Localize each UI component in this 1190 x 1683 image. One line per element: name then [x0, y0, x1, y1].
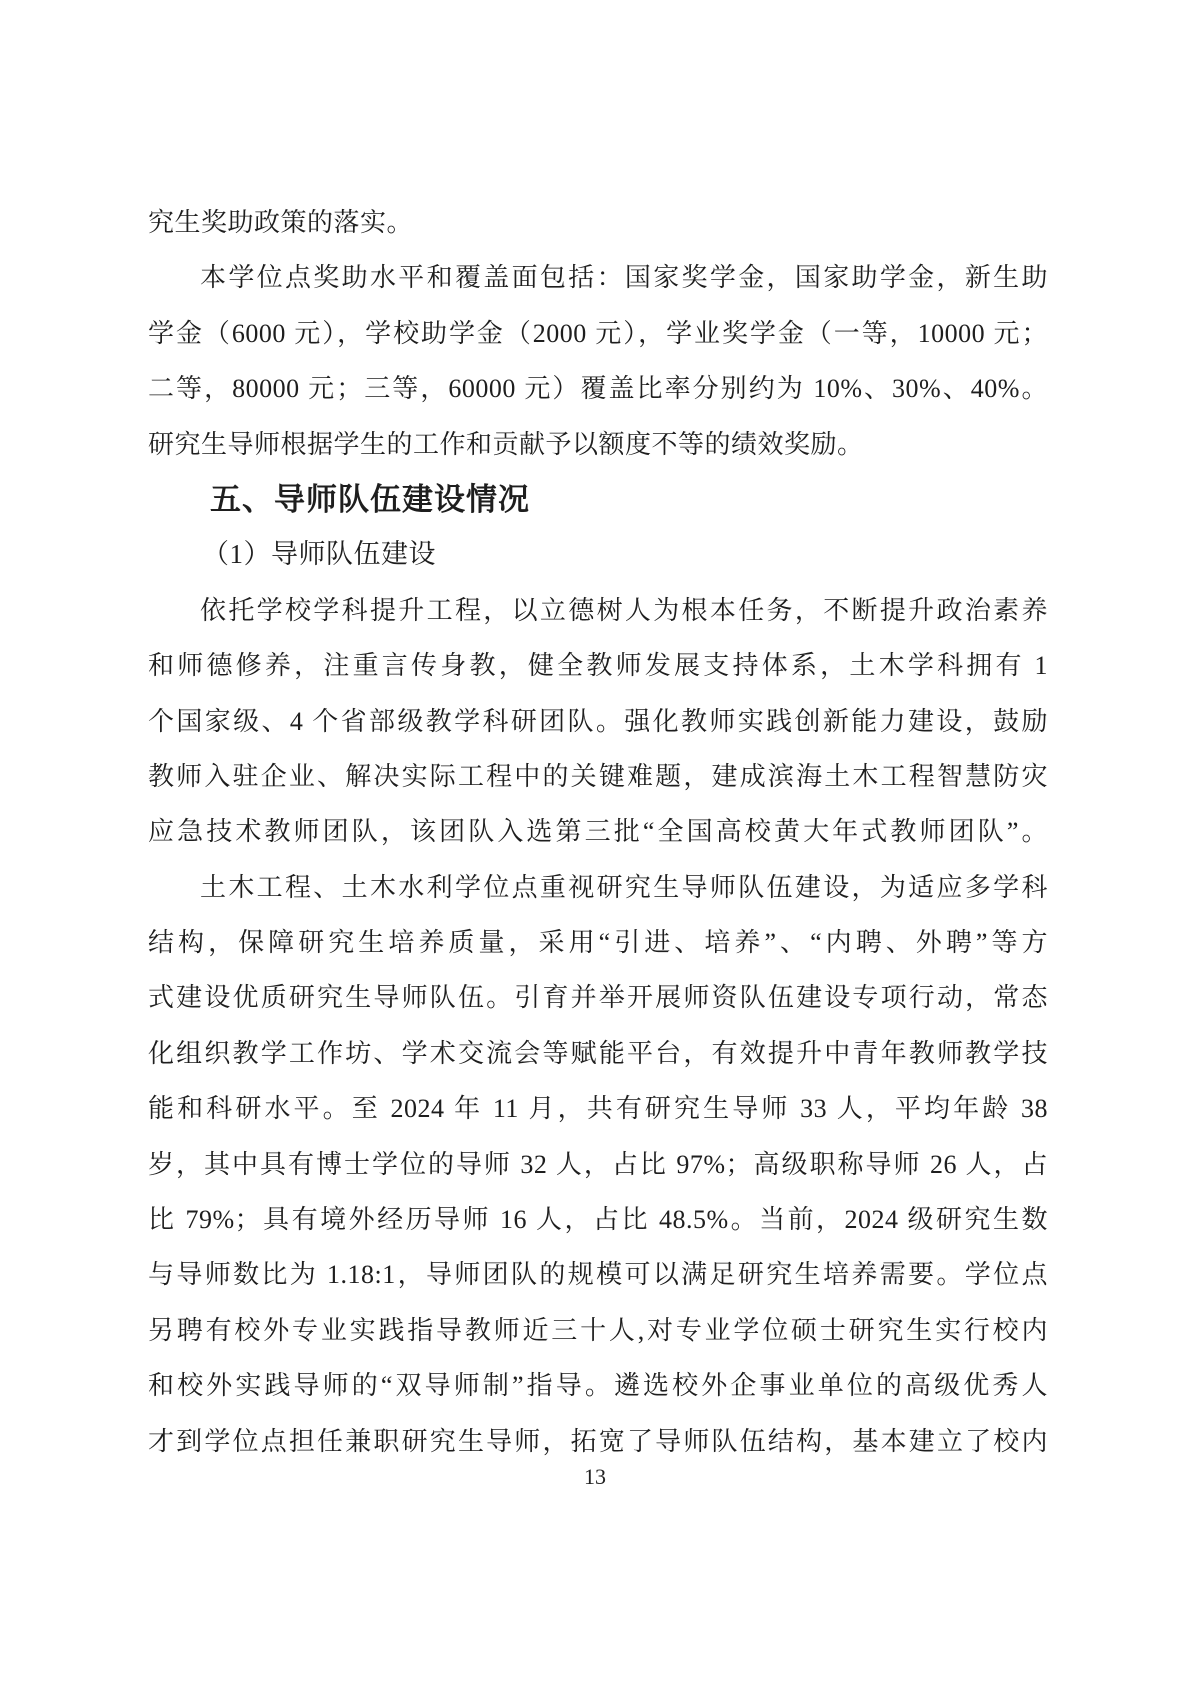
text-line: 与导师数比为 1.18:1，导师团队的规模可以满足研究生培养需要。学位点: [148, 1260, 1048, 1290]
section-heading: 五、导师队伍建设情况: [210, 481, 530, 517]
text-line: 研究生导师根据学生的工作和贡献予以额度不等的绩效奖励。: [148, 429, 864, 459]
text-line: 化组织教学工作坊、学术交流会等赋能平台，有效提升中青年教师教学技: [148, 1038, 1048, 1068]
text-line: 另聘有校外专业实践指导教师近三十人,对专业学位硕士研究生实行校内: [148, 1315, 1048, 1345]
text-line: 土木工程、土木水利学位点重视研究生导师队伍建设，为适应多学科: [200, 872, 1048, 902]
text-line: 才到学位点担任兼职研究生导师，拓宽了导师队伍结构，基本建立了校内: [148, 1426, 1048, 1456]
text-line: 和校外实践导师的“双导师制”指导。遴选校外企事业单位的高级优秀人: [148, 1371, 1048, 1401]
text-line: 应急技术教师团队，该团队入选第三批“全国高校黄大年式教师团队”。: [148, 817, 1048, 847]
text-line: 教师入驻企业、解决实际工程中的关键难题，建成滨海土木工程智慧防灾: [148, 761, 1048, 791]
page-number: 13: [584, 1464, 606, 1489]
text-line: 式建设优质研究生导师队伍。引育并举开展师资队伍建设专项行动，常态: [148, 983, 1048, 1013]
text-line: 学金（6000 元），学校助学金（2000 元），学业奖学金（一等，10000 元；: [148, 318, 1048, 348]
text-line: 依托学校学科提升工程，以立德树人为根本任务，不断提升政治素养: [200, 595, 1048, 625]
text-line: 岁，其中具有博士学位的导师 32 人，占比 97%；高级职称导师 26 人，占: [148, 1149, 1048, 1179]
text-line: 个国家级、4 个省部级教学科研团队。强化教师实践创新能力建设，鼓励: [148, 706, 1048, 736]
sub-heading: （1）导师队伍建设: [202, 539, 436, 570]
text-line: 结构，保障研究生培养质量，采用“引进、培养”、“内聘、外聘”等方: [148, 928, 1048, 958]
text-line: 和师德修养，注重言传身教，健全教师发展支持体系，土木学科拥有 1: [148, 651, 1048, 681]
document-text-block: [148, 195, 1048, 1469]
text-line: 二等，80000 元；三等，60000 元）覆盖比率分别约为 10%、30%、40%。: [148, 374, 1048, 404]
text-line: 究生奖助政策的落实。: [148, 208, 414, 237]
text-line: 能和科研水平。至 2024 年 11 月，共有研究生导师 33 人，平均年龄 38: [148, 1094, 1048, 1124]
text-line: 本学位点奖助水平和覆盖面包括：国家奖学金，国家助学金，新生助: [200, 263, 1048, 293]
text-line: 比 79%；具有境外经历导师 16 人，占比 48.5%。当前，2024 级研究生数: [148, 1205, 1048, 1235]
